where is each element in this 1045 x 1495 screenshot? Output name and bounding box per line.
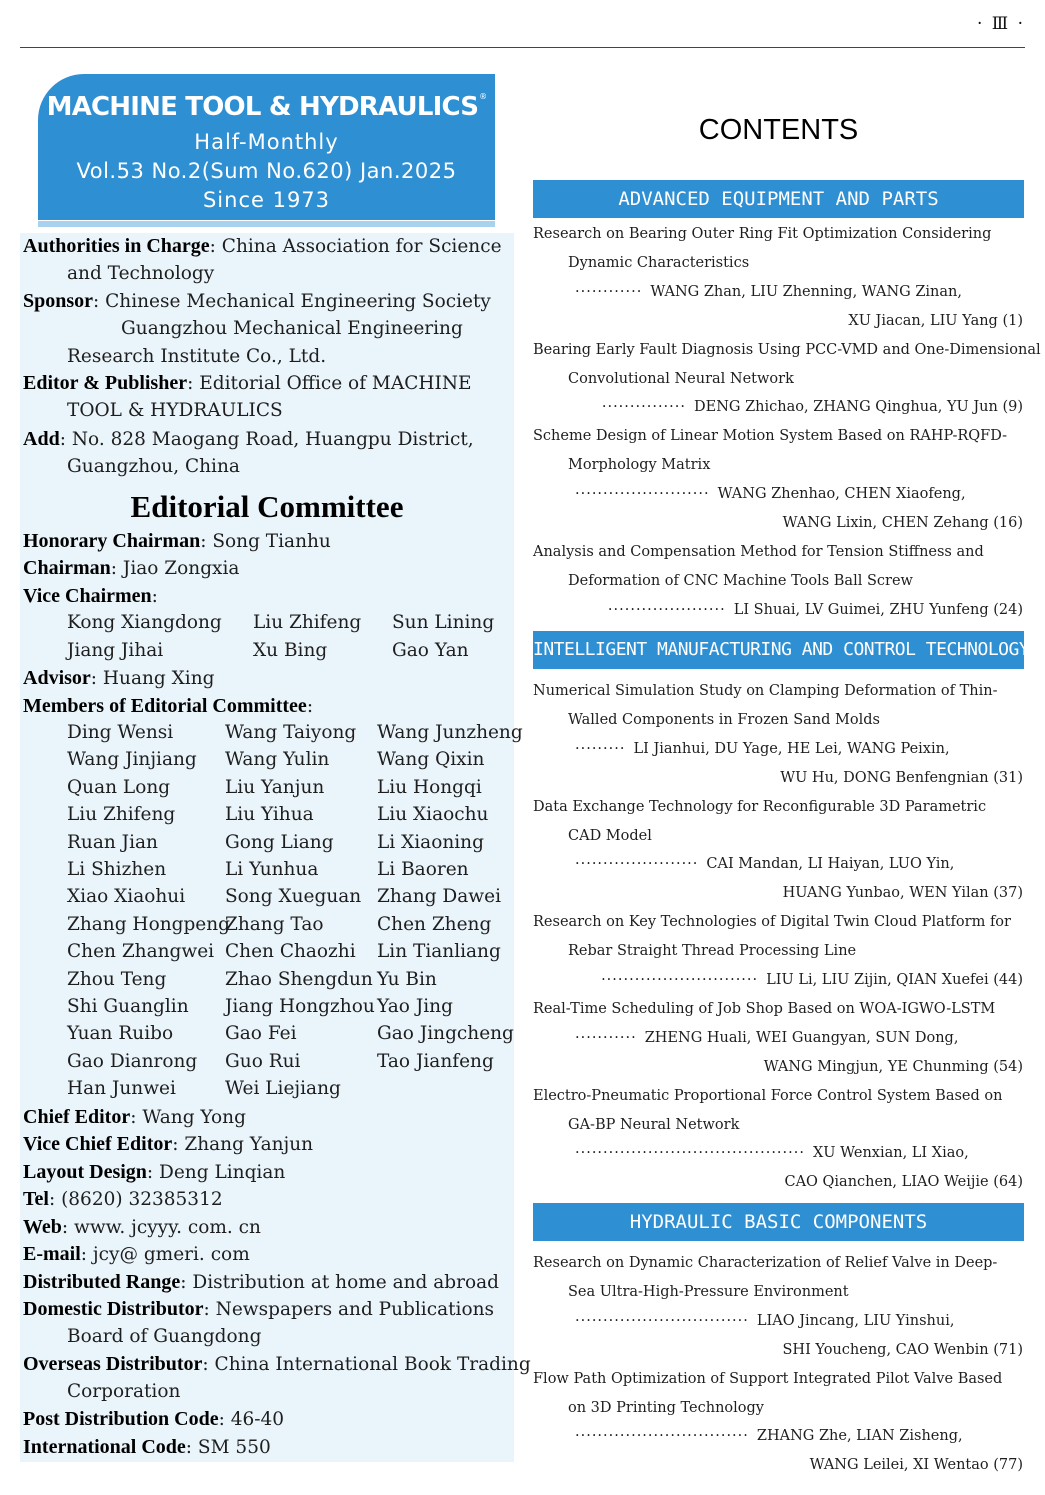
leader-dots: ········································· bbox=[575, 1145, 805, 1162]
member-row bbox=[20, 1051, 514, 1079]
member-row bbox=[20, 996, 514, 1024]
member-name: Quan Long bbox=[67, 776, 171, 798]
member-name: Liu Xiaochu bbox=[377, 804, 489, 826]
member-name: Wei Liejiang bbox=[225, 1078, 341, 1100]
article-authors bbox=[575, 1145, 969, 1161]
member-name: Wang Taiyong bbox=[225, 722, 357, 743]
address-value: No. 828 Maogang Road, Huangpu District, bbox=[71, 429, 474, 450]
email-value: jcy@ gmeri. com bbox=[92, 1244, 250, 1265]
chairman-name: Jiao Zongxia bbox=[122, 558, 240, 579]
domestic-distributor-line: Domestic Distributor: Newspapers and Publications bbox=[23, 1298, 494, 1320]
advisor-label: Advisor bbox=[23, 667, 91, 689]
member-name: Gao Dianrong bbox=[67, 1050, 198, 1072]
post-code-line: Post Distribution Code: 46-40 bbox=[23, 1408, 285, 1430]
member-name: Wang Junzheng bbox=[377, 722, 523, 743]
article-authors bbox=[575, 284, 962, 300]
article-authors bbox=[575, 1030, 958, 1046]
authorities-label: Authorities in Charge bbox=[23, 235, 210, 257]
editor-publisher-line: Editor & Publisher: Editorial Office of MACHINE bbox=[23, 372, 472, 394]
author-names: CAO Qianchen, LIAO Weijie bbox=[784, 1174, 989, 1191]
member-name: Gao Jingcheng bbox=[377, 1023, 514, 1045]
article-title: Analysis and Compensation Method for Tension Stiffness and bbox=[533, 543, 984, 560]
article-title-cont: CAD Model bbox=[568, 827, 652, 844]
article-authors bbox=[575, 1428, 963, 1444]
overseas-distributor-cont: Corporation bbox=[67, 1381, 181, 1402]
author-names: ZHENG Huali, WEI Guangyan, SUN Dong, bbox=[644, 1029, 959, 1046]
layout-design-label: Layout Design bbox=[23, 1161, 147, 1183]
advisor-name: Huang Xing bbox=[102, 668, 215, 689]
authorities-value: China Association for Science bbox=[221, 236, 502, 257]
page-ref: (1) bbox=[1002, 312, 1023, 329]
member-row bbox=[20, 914, 514, 942]
member-name: Song Xueguan bbox=[225, 886, 362, 908]
author-names: WANG Zhan, LIU Zhenning, WANG Zinan, bbox=[650, 283, 962, 300]
member-name: Gong Liang bbox=[225, 831, 334, 853]
sponsor-value-3: Research Institute Co., Ltd. bbox=[67, 346, 327, 367]
author-names: LIU Li, LIU Zijin, QIAN Xuefei bbox=[766, 972, 989, 988]
distributed-range-label: Distributed Range bbox=[23, 1271, 181, 1293]
member-row bbox=[20, 804, 514, 832]
chief-editor-name: Wang Yong bbox=[142, 1107, 246, 1128]
member-name: Jiang Hongzhou bbox=[225, 996, 375, 1017]
email-line: E-mail: jcy@ gmeri. com bbox=[23, 1243, 250, 1265]
member-name: Zhou Teng bbox=[67, 968, 167, 990]
editor-publisher-value-cont: TOOL & HYDRAULICS bbox=[67, 400, 283, 421]
author-names: ZHANG Zhe, LIAN Zisheng, bbox=[756, 1428, 963, 1445]
author-names: DENG Zhichao, ZHANG Qinghua, YU Jun bbox=[694, 399, 998, 416]
author-names: WANG Lixin, CHEN Zehang bbox=[782, 515, 989, 531]
journal-volume: Vol.53 No.2(Sum No.620) Jan.2025 bbox=[76, 159, 457, 183]
member-row bbox=[20, 941, 514, 969]
page-ref: (71) bbox=[993, 1341, 1023, 1358]
journal-title-block bbox=[38, 92, 495, 122]
member-name: Lin Tianliang bbox=[377, 941, 501, 963]
overseas-distributor-line: Overseas Distributor: China International Book Trading bbox=[23, 1353, 531, 1375]
vice-chairman-name: Sun Lining bbox=[392, 612, 495, 633]
honorary-chairman-line: Honorary Chairman: Song Tianhu bbox=[23, 530, 331, 552]
leader-dots: ····················· bbox=[607, 601, 726, 618]
page-ref: (9) bbox=[1002, 399, 1023, 416]
post-code-label: Post Distribution Code bbox=[23, 1408, 219, 1430]
email-label: E-mail bbox=[23, 1243, 81, 1265]
chairman-label: Chairman bbox=[23, 557, 111, 579]
member-name: Xiao Xiaohui bbox=[67, 886, 186, 908]
member-name: Zhao Shengdun bbox=[225, 968, 373, 990]
registered-mark: ® bbox=[479, 92, 487, 101]
members-line: Members of Editorial Committee: bbox=[23, 695, 314, 717]
vice-chief-editor-label: Vice Chief Editor bbox=[23, 1133, 173, 1155]
article-title-cont: on 3D Printing Technology bbox=[568, 1399, 764, 1416]
member-row bbox=[20, 1023, 514, 1051]
author-names: WU Hu, DONG Benfengnian bbox=[780, 769, 989, 786]
sponsor-line: Sponsor: Chinese Mechanical Engineering Society bbox=[23, 290, 491, 312]
vice-chairmen-row bbox=[20, 640, 514, 668]
vice-chairman-name: Liu Zhifeng bbox=[253, 612, 362, 633]
article-authors-cont bbox=[783, 515, 1023, 531]
member-row bbox=[20, 722, 523, 750]
member-name: Zhang Tao bbox=[225, 913, 324, 935]
article-title-cont: Morphology Matrix bbox=[568, 457, 711, 474]
journal-frequency: Half-Monthly bbox=[194, 130, 339, 154]
member-name: Liu Hongqi bbox=[377, 776, 482, 798]
author-names: SHI Youcheng, CAO Wenbin bbox=[782, 1341, 989, 1358]
vice-chairmen-row bbox=[20, 612, 514, 640]
member-name: Gao Fei bbox=[225, 1023, 297, 1045]
member-name: Yu Bin bbox=[377, 968, 437, 990]
member-name: Chen Zheng bbox=[377, 913, 492, 935]
editor-publisher-label: Editor & Publisher bbox=[23, 372, 188, 394]
authorities-value-cont: and Technology bbox=[67, 263, 215, 284]
page-ref: (16) bbox=[993, 515, 1023, 531]
sponsor-label: Sponsor bbox=[23, 290, 94, 312]
author-names: LI Jianhui, DU Yage, HE Lei, WANG Peixin, bbox=[633, 740, 950, 757]
member-name: Liu Yanjun bbox=[225, 776, 325, 798]
article-authors-cont bbox=[810, 1457, 1023, 1473]
leader-dots: ··········· bbox=[575, 1029, 637, 1046]
tel-line: Tel: (8620) 32385312 bbox=[23, 1188, 223, 1210]
page-ref: (31) bbox=[993, 769, 1023, 786]
article-title-cont: Dynamic Characteristics bbox=[568, 254, 750, 271]
honorary-chairman-name: Song Tianhu bbox=[212, 531, 331, 552]
member-name: Han Junwei bbox=[67, 1078, 176, 1100]
leader-dots: ···························· bbox=[601, 972, 759, 988]
article-title: Research on Dynamic Characterization of Relief Valve in Deep- bbox=[533, 1255, 998, 1271]
member-name: Chen Chaozhi bbox=[225, 941, 356, 963]
leader-dots: ······························· bbox=[575, 1428, 749, 1445]
advisor-line: Advisor: Huang Xing bbox=[23, 667, 215, 689]
chief-editor-line: Chief Editor: Wang Yong bbox=[23, 1106, 246, 1128]
author-names: LIAO Jincang, LIU Yinshui, bbox=[756, 1312, 955, 1329]
address-line: Add: No. 828 Maogang Road, Huangpu District, bbox=[23, 428, 474, 450]
article-title: Data Exchange Technology for Reconfigurable 3D Parametric bbox=[533, 798, 987, 815]
member-row bbox=[20, 777, 514, 805]
editor-publisher-value: Editorial Office of MACHINE bbox=[199, 373, 472, 394]
web-line: Web: www. jcyyy. com. cn bbox=[23, 1216, 261, 1238]
section-header: ADVANCED EQUIPMENT AND PARTS bbox=[533, 180, 1024, 218]
article-title: Flow Path Optimization of Support Integrated Pilot Valve Based bbox=[533, 1370, 1003, 1387]
member-name: Guo Rui bbox=[225, 1050, 301, 1072]
contents-title: CONTENTS bbox=[698, 114, 859, 146]
section-header: INTELLIGENT MANUFACTURING AND CONTROL TECHNOLOGY bbox=[533, 631, 1024, 669]
author-names: XU Jiacan, LIU Yang bbox=[848, 312, 998, 329]
article-authors-cont bbox=[780, 770, 1023, 786]
page-ref: (24) bbox=[993, 601, 1023, 618]
members-label: Members of Editorial Committee bbox=[23, 695, 307, 717]
article-authors-cont bbox=[764, 1059, 1023, 1075]
address-label: Add bbox=[23, 428, 60, 450]
vice-chairman-name: Gao Yan bbox=[392, 640, 469, 661]
article-authors bbox=[575, 486, 966, 502]
member-row bbox=[20, 749, 514, 777]
article-authors bbox=[602, 399, 1023, 415]
vice-chairman-name: Kong Xiangdong bbox=[67, 612, 222, 633]
article-title-cont: Sea Ultra-High-Pressure Environment bbox=[568, 1283, 849, 1300]
author-names: HUANG Yunbao, WEN Yilan bbox=[782, 885, 989, 902]
page-ref: (64) bbox=[993, 1174, 1023, 1191]
article-title-cont: GA-BP Neural Network bbox=[568, 1116, 740, 1133]
sponsor-value-2: Guangzhou Mechanical Engineering bbox=[121, 318, 463, 339]
article-title: Bearing Early Fault Diagnosis Using PCC-VMD and One-Dimensional bbox=[533, 341, 1041, 358]
member-name: Yao Jing bbox=[377, 996, 453, 1017]
member-name: Ruan Jian bbox=[67, 831, 158, 853]
article-title-cont: Walled Components in Frozen Sand Molds bbox=[568, 711, 880, 728]
editorial-committee-heading: Editorial Committee bbox=[130, 489, 404, 524]
article-authors-cont bbox=[783, 885, 1023, 901]
chairman-line: Chairman: Jiao Zongxia bbox=[23, 557, 240, 579]
page-ref: (44) bbox=[993, 972, 1023, 988]
member-name: Wang Jinjiang bbox=[67, 749, 197, 771]
leader-dots: ························ bbox=[575, 486, 710, 503]
domestic-distributor-value: Newspapers and Publications bbox=[215, 1299, 494, 1320]
leader-dots: ··············· bbox=[601, 399, 686, 416]
leader-dots: ········· bbox=[575, 740, 626, 757]
member-name: Li Xiaoning bbox=[377, 831, 484, 853]
post-code-value: 46-40 bbox=[230, 1409, 285, 1430]
article-authors bbox=[608, 602, 1023, 618]
article-title-cont: Convolutional Neural Network bbox=[568, 370, 794, 387]
vice-chairmen-label: Vice Chairmen bbox=[23, 585, 152, 607]
page-ref: (77) bbox=[993, 1457, 1023, 1474]
article-title: Real-Time Scheduling of Job Shop Based on WOA-IGWO-LSTM bbox=[533, 1000, 996, 1017]
vice-chief-editor-line: Vice Chief Editor: Zhang Yanjun bbox=[23, 1133, 314, 1155]
section-header: HYDRAULIC BASIC COMPONENTS bbox=[533, 1203, 1024, 1241]
page-number: · Ⅲ · bbox=[976, 14, 1025, 34]
member-name: Tao Jianfeng bbox=[377, 1050, 494, 1072]
domestic-distributor-label: Domestic Distributor bbox=[23, 1298, 204, 1320]
member-name: Zhang Dawei bbox=[377, 886, 501, 908]
article-title: Numerical Simulation Study on Clamping Deformation of Thin- bbox=[533, 683, 998, 699]
leader-dots: ······················ bbox=[575, 856, 699, 873]
authorities-line: Authorities in Charge: China Association for Science bbox=[23, 235, 502, 257]
sponsor-value: Chinese Mechanical Engineering Society bbox=[105, 291, 491, 312]
chief-editor-label: Chief Editor bbox=[23, 1106, 131, 1128]
author-names: LI Shuai, LV Guimei, ZHU Yunfeng bbox=[733, 601, 989, 618]
page-ref: (54) bbox=[993, 1058, 1023, 1075]
member-name: Yuan Ruibo bbox=[67, 1023, 174, 1045]
tel-label: Tel bbox=[23, 1188, 49, 1210]
domestic-distributor-cont: Board of Guangdong bbox=[67, 1326, 262, 1347]
overseas-distributor-label: Overseas Distributor bbox=[23, 1353, 203, 1375]
author-names: CAI Mandan, LI Haiyan, LUO Yin, bbox=[706, 856, 955, 873]
article-title: Scheme Design of Linear Motion System Based on RAHP-RQFD- bbox=[533, 428, 1008, 445]
article-title: Electro-Pneumatic Proportional Force Control System Based on bbox=[533, 1087, 1003, 1104]
member-row bbox=[20, 832, 514, 860]
article-authors-cont bbox=[848, 313, 1023, 329]
member-row bbox=[20, 969, 514, 997]
member-row bbox=[20, 1078, 514, 1106]
author-names: WANG Mingjun, YE Chunming bbox=[763, 1058, 989, 1075]
article-authors-cont bbox=[782, 1342, 1023, 1358]
article-authors bbox=[575, 856, 954, 872]
member-name: Li Baoren bbox=[377, 859, 469, 880]
member-name: Liu Zhifeng bbox=[67, 804, 176, 826]
international-code-line: International Code: SM 550 bbox=[23, 1436, 271, 1458]
article-title-cont: Deformation of CNC Machine Tools Ball Screw bbox=[568, 572, 913, 589]
article-authors bbox=[575, 1313, 954, 1329]
member-name: Ding Wensi bbox=[67, 722, 174, 743]
member-row bbox=[20, 859, 514, 887]
vice-chief-editor-name: Zhang Yanjun bbox=[184, 1134, 314, 1155]
journal-masthead bbox=[38, 74, 495, 220]
journal-since: Since 1973 bbox=[202, 188, 331, 212]
vice-chairman-name: Xu Bing bbox=[253, 640, 328, 661]
honorary-chairman-label: Honorary Chairman bbox=[23, 530, 201, 552]
article-authors bbox=[575, 741, 950, 757]
author-names: WANG Leilei, XI Wentao bbox=[809, 1457, 989, 1474]
member-name: Shi Guanglin bbox=[67, 996, 189, 1017]
layout-design-line: Layout Design: Deng Linqian bbox=[23, 1161, 286, 1183]
article-title-cont: Rebar Straight Thread Processing Line bbox=[568, 943, 857, 960]
vice-chairman-name: Jiang Jihai bbox=[67, 640, 164, 661]
member-row bbox=[20, 886, 514, 914]
article-authors bbox=[601, 972, 1023, 988]
author-names: XU Wenxian, LI Xiao, bbox=[812, 1145, 969, 1162]
masthead-underbar bbox=[38, 221, 495, 227]
member-name: Liu Yihua bbox=[225, 804, 314, 826]
header-rule bbox=[20, 47, 1025, 48]
member-name: Li Yunhua bbox=[225, 859, 319, 880]
member-name: Wang Yulin bbox=[225, 749, 330, 771]
layout-design-name: Deng Linqian bbox=[159, 1162, 286, 1183]
web-value: www. jcyyy. com. cn bbox=[74, 1217, 261, 1238]
distributed-range-value: Distribution at home and abroad bbox=[192, 1272, 500, 1293]
overseas-distributor-value: China International Book Trading bbox=[214, 1354, 531, 1375]
international-code-value: SM 550 bbox=[197, 1437, 271, 1458]
web-label: Web bbox=[23, 1216, 62, 1238]
member-name: Zhang Hongpeng bbox=[67, 913, 231, 935]
article-title: Research on Key Technologies of Digital Twin Cloud Platform for bbox=[533, 914, 1011, 931]
author-names: WANG Zhenhao, CHEN Xiaofeng, bbox=[717, 486, 966, 503]
article-title: Research on Bearing Outer Ring Fit Optimization Considering bbox=[533, 226, 992, 242]
tel-value: (8620) 32385312 bbox=[61, 1189, 223, 1210]
member-name: Chen Zhangwei bbox=[67, 941, 215, 963]
member-name: Li Shizhen bbox=[67, 859, 167, 880]
vice-chairmen-line: Vice Chairmen: bbox=[23, 585, 158, 607]
international-code-label: International Code bbox=[23, 1436, 186, 1458]
page-ref: (37) bbox=[993, 885, 1023, 902]
journal-info-panel bbox=[20, 233, 531, 1462]
journal-title: MACHINE TOOL & HYDRAULICS bbox=[46, 92, 479, 122]
member-name: Wang Qixin bbox=[377, 749, 485, 771]
address-value-cont: Guangzhou, China bbox=[67, 456, 240, 477]
distributed-range-line: Distributed Range: Distribution at home and abroad bbox=[23, 1271, 500, 1293]
leader-dots: ············ bbox=[575, 283, 643, 300]
article-authors-cont bbox=[784, 1174, 1023, 1190]
leader-dots: ······························· bbox=[575, 1312, 749, 1329]
